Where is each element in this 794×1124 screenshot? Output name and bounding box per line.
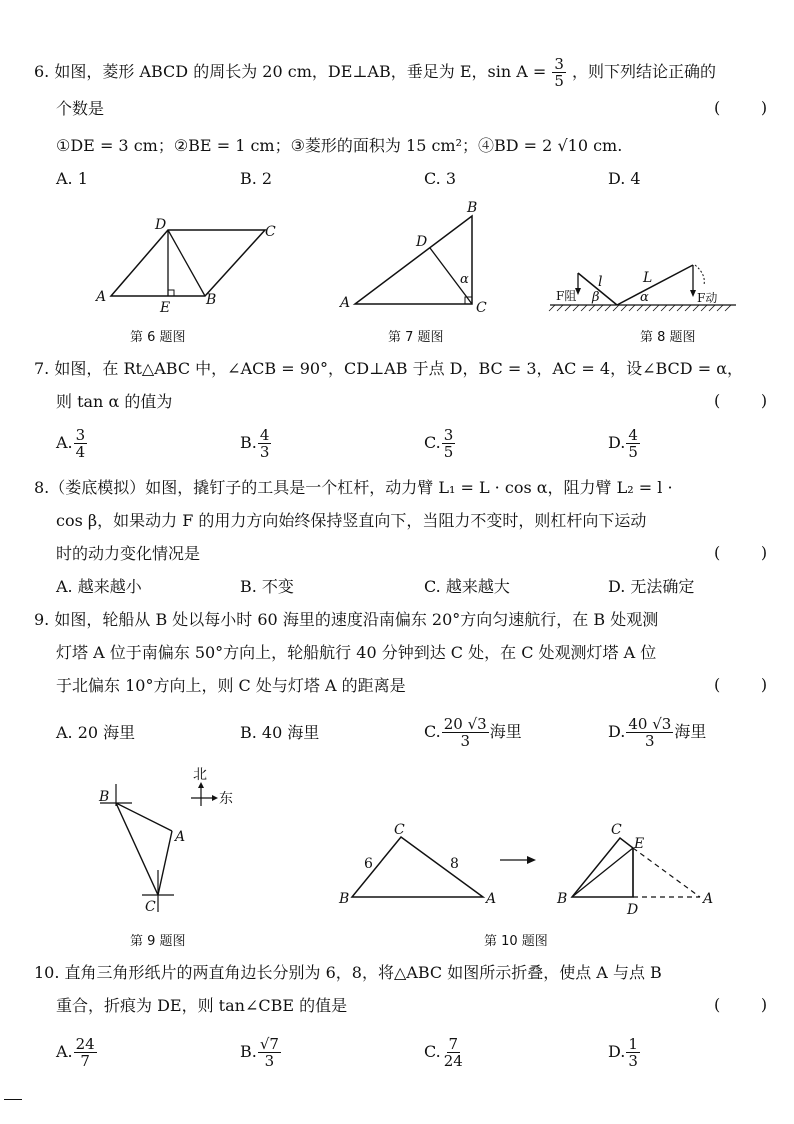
- q6-option-a: A. 1: [56, 169, 88, 188]
- fig6-label-b: B: [206, 292, 217, 308]
- q7-line2: 则 tan α 的值为: [56, 392, 173, 411]
- fig10-label-b2: B: [557, 891, 568, 907]
- q6-line3: ①DE = 3 cm；②BE = 1 cm；③菱形的面积为 15 cm²；④BD = 2 √10 cm.: [56, 136, 623, 155]
- fig9-label-a: A: [175, 829, 186, 845]
- q7-option-d: [608, 427, 641, 460]
- q10-option-c-den: 24: [443, 1052, 463, 1070]
- q10-line2: 重合，折痕为 DE，则 tan∠CBE 的值是: [56, 996, 348, 1015]
- q7-option-d-label: D.: [608, 433, 626, 452]
- q7-option-c-den: 5: [443, 443, 454, 461]
- q7-option-b-den: 3: [259, 443, 270, 461]
- fig8-caption: 第 8 题图: [640, 330, 696, 345]
- fig6-rhombus: [111, 230, 265, 296]
- fig8-ground-hatch: [549, 305, 731, 311]
- q9-option-a: A. 20 海里: [56, 723, 136, 742]
- fig10-label-d2: D: [627, 902, 639, 918]
- q7-option-c: [424, 427, 456, 460]
- fig6-db: [168, 230, 205, 296]
- q10-option-d-label: D.: [608, 1042, 626, 1061]
- q10-option-c: [424, 1036, 466, 1069]
- q7-option-a-fraction: [74, 427, 88, 460]
- q10-option-b: [240, 1036, 282, 1069]
- fig8-swing-arc: [695, 265, 704, 285]
- fig9-caption: 第 9 题图: [130, 934, 186, 949]
- fig9-label-c: C: [145, 899, 156, 915]
- q9-option-c-fraction: [442, 716, 489, 749]
- q9-option-c-label: C.: [424, 722, 441, 741]
- q7-option-b-label: B.: [240, 433, 257, 452]
- fig9-label-east: 东: [219, 791, 233, 807]
- q9-option-c-num: 20 √3: [443, 715, 487, 733]
- q10-line1: 10. 直角三角形纸片的两直角边长分别为 6，8，将△ABC 如图所示折叠，使点 A 与点 B: [34, 963, 662, 982]
- q10-option-c-fraction: [442, 1036, 465, 1069]
- q6-line2: 个数是: [56, 99, 105, 118]
- fig10-label-e2: E: [634, 836, 645, 852]
- q6-sin-num: 3: [554, 55, 564, 73]
- q9-line3: 于北偏东 10°方向上，则 C 处与灯塔 A 的距离是: [56, 676, 406, 695]
- fig7-label-d: D: [416, 234, 428, 250]
- q7-option-b-num: 4: [259, 426, 270, 444]
- fig6-label-a: A: [96, 289, 107, 305]
- q8-option-a: A. 越来越小: [56, 577, 142, 596]
- fig8-label-l-small: l: [598, 274, 603, 290]
- q7-option-d-fraction: [626, 427, 640, 460]
- q7-option-c-label: C.: [424, 433, 441, 452]
- q10-option-d-den: 3: [628, 1052, 638, 1070]
- q7-option-d-den: 5: [628, 443, 638, 461]
- q9-option-c-unit: 海里: [489, 722, 522, 741]
- q10-option-d-fraction: [626, 1036, 640, 1069]
- q9-option-c: [424, 716, 522, 749]
- fig8-drive-arrow: [690, 290, 696, 297]
- q9-option-d: [608, 716, 706, 749]
- fig7-label-alpha: α: [460, 272, 469, 287]
- q10-option-d: [608, 1036, 641, 1069]
- fig10-label-8: 8: [450, 856, 459, 872]
- q10-answer-paren: ( ): [714, 995, 768, 1014]
- q9-option-d-fraction: [626, 716, 673, 749]
- fig8-label-fdrive: F动: [697, 291, 718, 305]
- fig10-label-a: A: [486, 891, 497, 907]
- q10-option-b-num: √7: [259, 1035, 279, 1053]
- q7-option-a-label: A.: [56, 433, 73, 452]
- q10-option-c-num: 7: [448, 1035, 459, 1053]
- q10-option-b-den: 3: [264, 1052, 275, 1070]
- q7-option-a-num: 3: [75, 426, 86, 444]
- fig6-label-d: D: [155, 217, 167, 233]
- fig6-right-angle: [168, 290, 174, 296]
- q8-line2: cos β，如果动力 F 的用力方向始终保持竖直向下，当阻力不变时，则杠杆向下运动: [56, 511, 647, 530]
- q9-option-d-den: 3: [645, 732, 655, 750]
- q8-option-b: B. 不变: [240, 577, 294, 596]
- fig10-dashed-ea: [633, 848, 700, 897]
- q7-answer-paren: ( ): [714, 391, 768, 410]
- q8-option-c: C. 越来越大: [424, 577, 510, 596]
- fig7-label-a: A: [340, 295, 351, 311]
- q6-sin-den: 5: [554, 72, 564, 90]
- q6-line1-b: ，则下列结论正确的: [572, 62, 717, 81]
- q7-option-b-fraction: [258, 427, 272, 460]
- fig9-compass-east-arrow: [212, 795, 218, 801]
- fig10-label-6: 6: [364, 856, 373, 872]
- q10-option-a-fraction: [74, 1036, 97, 1069]
- fig10-arrow-head: [527, 856, 536, 864]
- fig8-label-alpha: α: [640, 290, 649, 305]
- q7-option-c-fraction: [442, 427, 456, 460]
- fig6-label-e: E: [160, 300, 171, 316]
- q7-option-c-num: 3: [443, 426, 454, 444]
- fig9-bc: [116, 803, 158, 895]
- q7-option-b: [240, 427, 272, 460]
- q6-answer-paren: ( ): [714, 98, 768, 117]
- q9-line1: 9. 如图，轮船从 B 处以每小时 60 海里的速度沿南偏东 20°方向匀速航行，在 B 处观测: [34, 610, 659, 629]
- footer-rule: [4, 1099, 22, 1100]
- q9-option-b: B. 40 海里: [240, 723, 320, 742]
- q8-option-d: D. 无法确定: [608, 577, 695, 596]
- q10-option-a-den: 7: [80, 1052, 90, 1070]
- fig9-label-b: B: [99, 789, 110, 805]
- fig10-be: [572, 848, 633, 897]
- fig7-label-c: C: [476, 300, 487, 316]
- fig10-label-b: B: [339, 891, 350, 907]
- q8-line1: 8.（娄底模拟）如图，撬钉子的工具是一个杠杆，动力臂 L₁ = L · cos α，阻力臂 L₂ = l ·: [34, 478, 673, 497]
- fig6-label-c: C: [265, 224, 276, 240]
- q6-option-c: C. 3: [424, 169, 457, 188]
- q9-option-d-label: D.: [608, 722, 626, 741]
- q7-option-d-num: 4: [628, 426, 638, 444]
- q8-answer-paren: ( ): [714, 543, 768, 562]
- fig9-label-north: 北: [193, 767, 207, 783]
- q10-option-a-label: A.: [56, 1042, 73, 1061]
- fig8-label-l-big: L: [643, 270, 653, 286]
- fig10-caption: 第 10 题图: [484, 934, 548, 949]
- q6-line1-a: 6. 如图，菱形 ABCD 的周长为 20 cm，DE⊥AB，垂足为 E，sin A =: [34, 62, 547, 81]
- q6-option-b: B. 2: [240, 169, 273, 188]
- fig10-label-c: C: [394, 822, 405, 838]
- q9-option-d-num: 40 √3: [628, 715, 672, 733]
- q10-option-d-num: 1: [628, 1035, 638, 1053]
- fig9-ba: [116, 803, 172, 831]
- q9-answer-paren: ( ): [714, 675, 768, 694]
- q10-option-b-fraction: [258, 1036, 281, 1069]
- q6-option-d: D. 4: [608, 169, 641, 188]
- fig7-caption: 第 7 题图: [388, 330, 444, 345]
- q10-option-a: [56, 1036, 98, 1069]
- q7-line1: 7. 如图，在 Rt△ABC 中，∠ACB = 90°，CD⊥AB 于点 D，BC = 3，AC = 4，设∠BCD = α，: [34, 359, 744, 378]
- fig10-folded-triangle: [572, 838, 633, 897]
- fig9-ac: [158, 831, 172, 895]
- q10-option-b-label: B.: [240, 1042, 257, 1061]
- fig6-caption: 第 6 题图: [130, 330, 186, 345]
- q7-option-a-den: 4: [75, 443, 86, 461]
- q7-option-a: [56, 427, 88, 460]
- fig10-label-a2: A: [703, 891, 714, 907]
- q9-option-d-unit: 海里: [674, 722, 707, 741]
- fig8-label-beta: β: [592, 290, 600, 305]
- fig8-long-arm: [617, 265, 693, 305]
- fig7-triangle: [355, 216, 472, 304]
- q10-option-a-num: 24: [75, 1035, 95, 1053]
- q10-option-c-label: C.: [424, 1042, 441, 1061]
- fig7-label-b: B: [467, 200, 478, 216]
- q9-option-c-den: 3: [460, 732, 471, 750]
- q8-line3: 时的动力变化情况是: [56, 544, 201, 563]
- fig8-label-fresist: F阻: [556, 289, 577, 303]
- fig10-label-c2: C: [611, 822, 622, 838]
- q9-line2: 灯塔 A 位于南偏东 50°方向上，轮船航行 40 分钟到达 C 处，在 C 处观测灯塔 A 位: [56, 643, 657, 662]
